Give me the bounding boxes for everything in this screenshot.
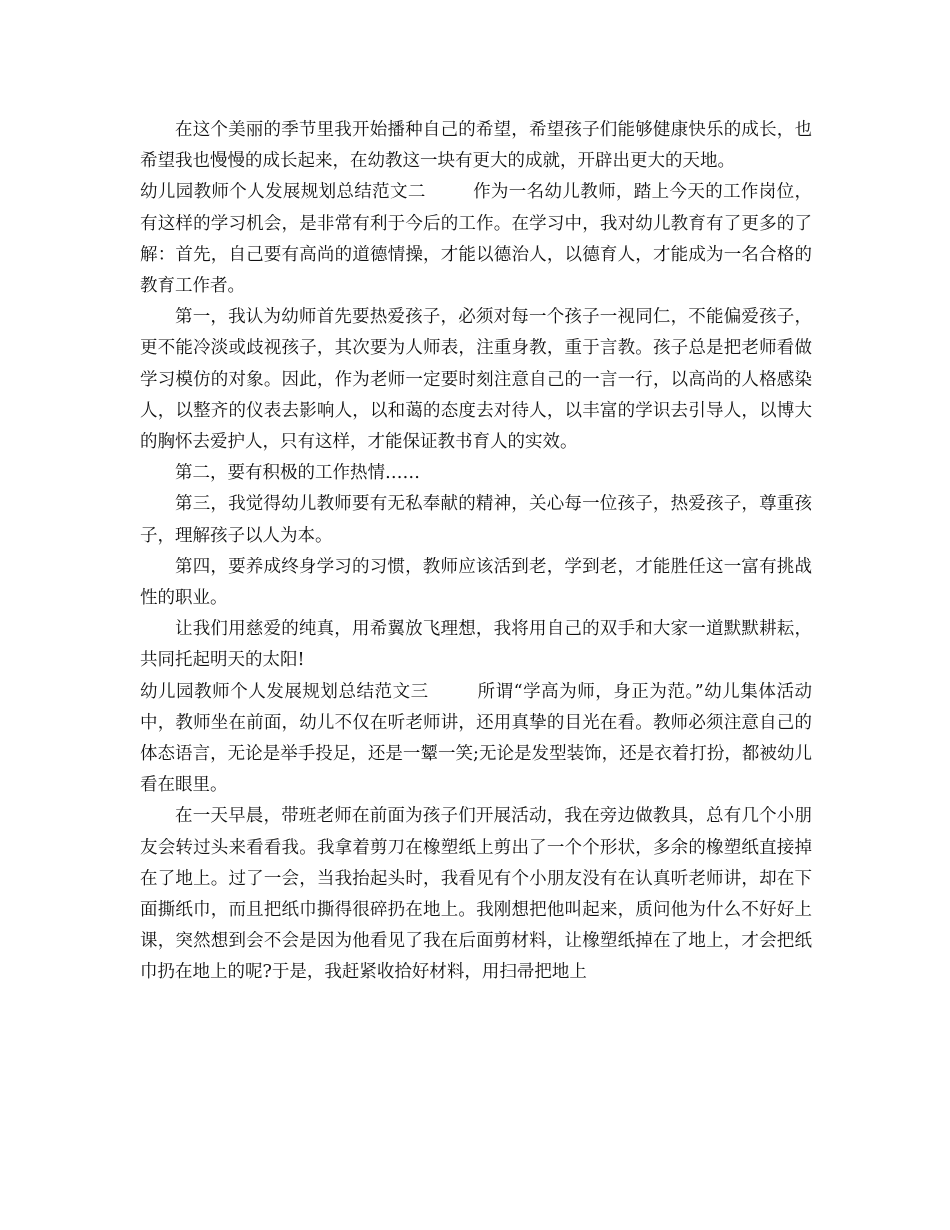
document-page [140, 115, 812, 989]
paragraph-7: 让我们用慈爱的纯真，用希翼放飞理想，我将用自己的双手和大家一道默默耕耘，共同托起明天的太阳! [140, 619, 812, 671]
paragraph-9: 在一天早晨，带班老师在前面为孩子们开展活动，我在旁边做教具，总有几个小朋友会转过头来看看我。我拿着剪刀在橡塑纸上剪出了一个个形状，多余的橡塑纸直接掉在了地上。过了一会，当我抬起头时，我看见有个小朋友没有在认真听老师讲，却在下面撕纸巾，而且把纸巾撕得很碎扔在地上。我刚想把他叫起来，质问他为什么不好好上课，突然想到会不会是因为他看见了我在后面剪材料，让橡塑纸掉在了地上，才会把纸巾扔在地上的呢?于是，我赶紧收拾好材料，用扫帚把地上 [140, 806, 812, 983]
paragraph-2 [140, 177, 812, 302]
section-heading-3: 幼儿园教师个人发展规划总结范文三 [140, 681, 429, 702]
section-heading-2: 幼儿园教师个人发展规划总结范文二 [140, 182, 426, 203]
paragraph-8 [140, 677, 812, 802]
paragraph-3: 第一，我认为幼师首先要热爱孩子，必须对每一个孩子一视同仁，不能偏爱孩子，更不能冷淡或歧视孩子，其次要为人师表，注重身教，重于言教。孩子总是把老师看做学习模仿的对象。因此，作为老师一定要时刻注意自己的一言一行，以高尚的人格感染人，以整齐的仪表去影响人，以和蔼的态度去对待人，以丰富的学识去引导人，以博大的胸怀去爱护人，只有这样，才能保证教书育人的实效。 [140, 307, 812, 453]
paragraph-6: 第四，要养成终身学习的习惯，教师应该活到老，学到老，才能胜任这一富有挑战性的职业。 [140, 556, 812, 609]
paragraph-8-text: 所谓“学高为师，身正为范。”幼儿集体活动中，教师坐在前面，幼儿不仅在听老师讲，还用真挚的目光在看。教师必须注意自己的体态语言，无论是举手投足，还是一颦一笑;无论是发型装饰，还是衣着打扮，都被幼儿看在眼里。 [140, 681, 812, 796]
paragraph-5: 第三，我觉得幼儿教师要有无私奉献的精神，关心每一位孩子，热爱孩子，尊重孩子，理解孩子以人为本。 [140, 494, 812, 546]
paragraph-2-text: 作为一名幼儿教师，踏上今天的工作岗位，有这样的学习机会，是非常有利于今后的工作。在学习中，我对幼儿教育有了更多的了解：首先，自己要有高尚的道德情操，才能以德治人，以德育人，才能成为一名合格的教育工作者。 [140, 182, 812, 297]
paragraph-4: 第二，要有积极的工作热情…… [175, 463, 420, 484]
paragraph-1: 在这个美丽的季节里我开始播种自己的希望，希望孩子们能够健康快乐的成长，也希望我也慢慢的成长起来，在幼教这一块有更大的成就，开辟出更大的天地。 [140, 120, 812, 172]
